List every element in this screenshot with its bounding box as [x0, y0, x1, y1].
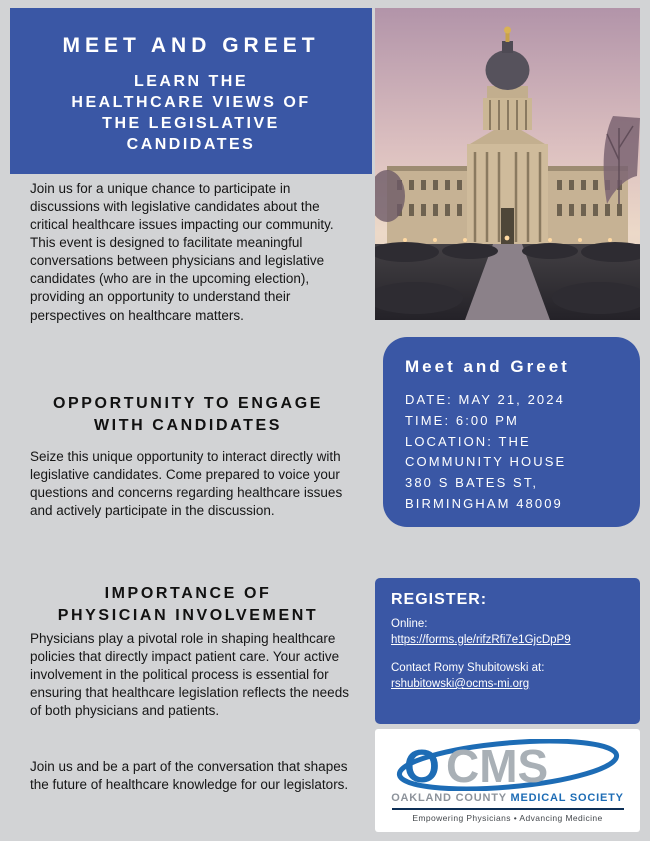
logo-name-blue: MEDICAL SOCIETY [510, 791, 624, 804]
event-card-title: Meet and Greet [405, 357, 570, 376]
logo-letter-o: O [403, 739, 440, 791]
heading-line: IMPORTANCE OF [104, 585, 272, 602]
register-heading: REGISTER: [391, 591, 488, 608]
logo-org-name [391, 792, 624, 804]
event-location-line: LOCATION: THE [405, 433, 531, 449]
intro-paragraph: Join us for a unique chance to participate in discussions with legislative candidates about the critical healthcare issues impacting our community. This event is designed to facilitate meaningful conversations between physicians and legislative candidates (who are in the upcoming election), providing an opportunity to understand their perspectives on healthcare matters. [30, 181, 334, 323]
heading-line: PHYSICIAN INVOLVEMENT [57, 606, 319, 624]
subtitle-line: THE LEGISLATIVE [102, 115, 280, 133]
logo-name-gray: OAKLAND COUNTY [391, 791, 507, 804]
subtitle-line: CANDIDATES [126, 136, 256, 154]
section-body-importance: Physicians play a pivotal role in shaping healthcare policies that directly impact patient care. Your active involvement in the political process is essential for ensuring that healthcare legislation reflects the needs of both physicians and patients. [30, 631, 349, 719]
section-heading-importance [10, 583, 366, 626]
event-location-line: COMMUNITY HOUSE [405, 454, 567, 470]
subtitle-line: HEALTHCARE VIEWS OF [71, 94, 311, 112]
ocms-logo-box [375, 729, 640, 832]
contact-email-link[interactable]: rshubitowski@ocms-mi.org [391, 678, 530, 690]
page-title: MEET AND GREET [62, 34, 320, 57]
event-card-details [405, 390, 618, 515]
heading-line: OPPORTUNITY TO ENGAGE [52, 395, 324, 412]
page-subtitle [10, 71, 372, 155]
ocms-logo [394, 739, 622, 791]
register-contact-label: Contact Romy Shubitowski at: [391, 662, 545, 674]
event-time: TIME: 6:00 PM [405, 412, 519, 428]
heading-line: WITH CANDIDATES [93, 416, 283, 434]
event-details-card [383, 337, 640, 527]
logo-letters-cms: CMS [445, 739, 548, 791]
header-block [10, 8, 372, 174]
legislative-building-photo [375, 8, 640, 320]
subtitle-line: LEARN THE [133, 73, 249, 90]
event-address-line: 380 S BATES ST, [405, 475, 539, 491]
registration-form-link[interactable]: https://forms.gle/rifzRfi7e1GjcDpP9 [391, 634, 571, 646]
register-online-label: Online: [391, 618, 428, 630]
event-address-line: BIRMINGHAM 48009 [405, 495, 563, 511]
closing-paragraph: Join us and be a part of the conversation that shapes the future of healthcare knowledge for our legislators. [30, 759, 349, 793]
section-body-engage: Seize this unique opportunity to interact directly with legislative candidates. Come prepared to voice your questions and concerns regarding healthcare issues and actively participate in the discussion. [30, 449, 343, 519]
event-date: DATE: MAY 21, 2024 [405, 392, 565, 407]
logo-tagline: Empowering Physicians • Advancing Medicine [392, 808, 624, 823]
section-heading-engage [10, 393, 366, 436]
register-box [375, 578, 640, 724]
